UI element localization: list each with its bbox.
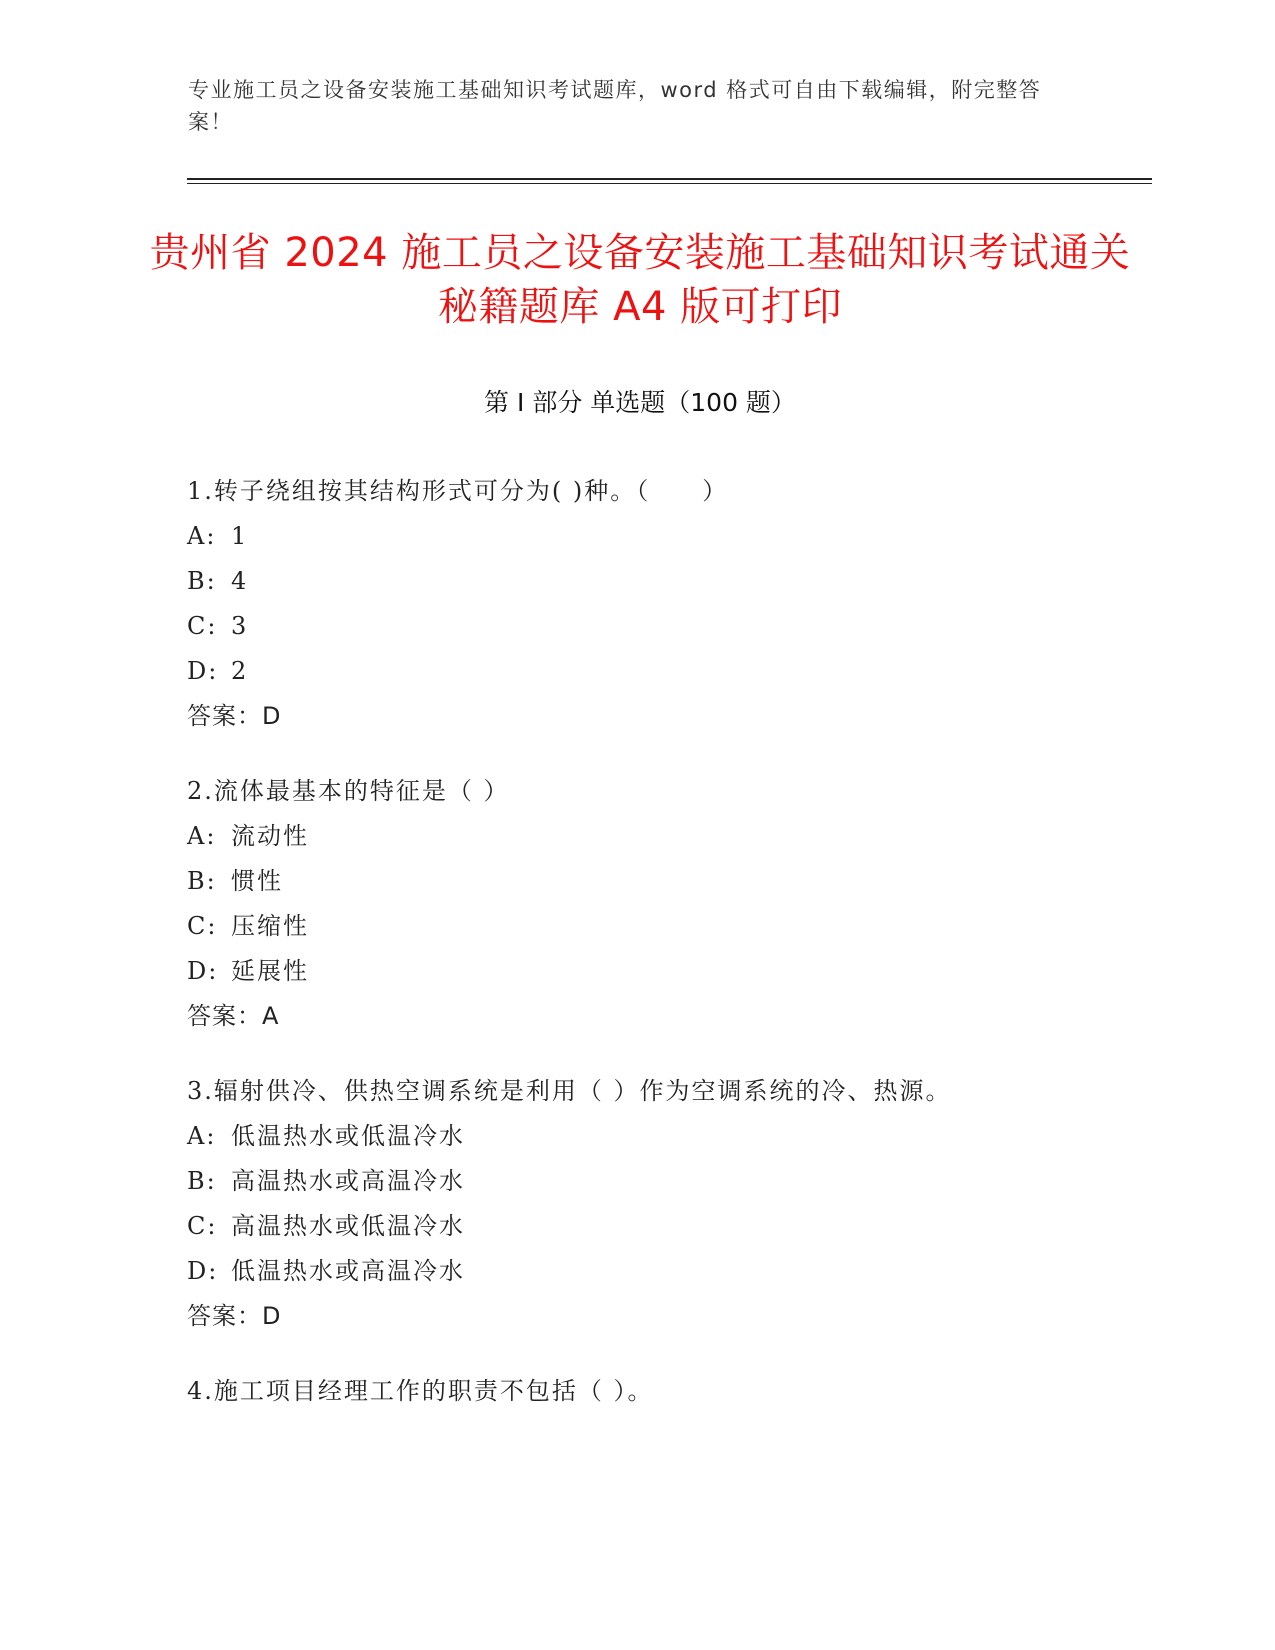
option-d bbox=[187, 1256, 1147, 1286]
option-letter: D: bbox=[187, 957, 219, 985]
answer: 答案：A bbox=[187, 1002, 280, 1030]
option-d bbox=[187, 956, 1147, 986]
option-letter: A: bbox=[187, 522, 217, 550]
option-a bbox=[187, 521, 1147, 551]
option-c bbox=[187, 1211, 1147, 1241]
option-letter: A: bbox=[187, 1122, 217, 1150]
answer: 答案：D bbox=[187, 702, 282, 730]
option-text: 压缩性 bbox=[231, 912, 309, 940]
option-letter: A: bbox=[187, 822, 217, 850]
question-stem: 3.辐射供冷、供热空调系统是利用（ ）作为空调系统的冷、热源。 bbox=[187, 1077, 952, 1105]
option-b bbox=[187, 866, 1147, 896]
option-text: 惯性 bbox=[231, 867, 283, 895]
option-b bbox=[187, 566, 1147, 596]
option-letter: D: bbox=[187, 1257, 219, 1285]
option-letter: C: bbox=[187, 912, 218, 940]
option-letter: C: bbox=[187, 612, 218, 640]
option-letter: B: bbox=[187, 1167, 217, 1195]
question-4 bbox=[187, 1376, 1147, 1406]
answer: 答案：D bbox=[187, 1302, 282, 1330]
option-d bbox=[187, 656, 1147, 686]
question-stem: 2.流体最基本的特征是（ ） bbox=[187, 777, 510, 805]
option-text: 高温热水或低温冷水 bbox=[231, 1212, 465, 1240]
option-b bbox=[187, 1166, 1147, 1196]
option-text: 低温热水或高温冷水 bbox=[231, 1257, 465, 1285]
option-letter: B: bbox=[187, 867, 217, 895]
question-3 bbox=[187, 1076, 1147, 1331]
option-text: 3 bbox=[231, 612, 249, 640]
question-2 bbox=[187, 776, 1147, 1031]
option-text: 流动性 bbox=[231, 822, 309, 850]
question-stem: 1.转子绕组按其结构形式可分为( )种。（ ） bbox=[187, 477, 729, 505]
option-c bbox=[187, 911, 1147, 941]
option-letter: B: bbox=[187, 567, 217, 595]
question-list bbox=[187, 476, 1147, 1451]
question-stem: 4.施工项目经理工作的职责不包括（ ）。 bbox=[187, 1377, 654, 1405]
header-divider-thin bbox=[187, 183, 1152, 184]
section-title: 第 I 部分 单选题（100 题） bbox=[484, 388, 796, 417]
option-text: 高温热水或高温冷水 bbox=[231, 1167, 465, 1195]
header-divider-thick bbox=[187, 178, 1152, 180]
option-text: 低温热水或低温冷水 bbox=[231, 1122, 465, 1150]
document-title: 贵州省 2024 施工员之设备安装施工基础知识考试通关秘籍题库 A4 版可打印 bbox=[149, 230, 1131, 330]
option-a bbox=[187, 1121, 1147, 1151]
question-1 bbox=[187, 476, 1147, 731]
option-text: 4 bbox=[231, 567, 249, 595]
header-note: 专业施工员之设备安装施工基础知识考试题库，word 格式可自由下载编辑，附完整答案！ bbox=[188, 78, 1042, 134]
option-text: 延展性 bbox=[231, 957, 309, 985]
option-text: 1 bbox=[231, 522, 249, 550]
option-a bbox=[187, 821, 1147, 851]
option-text: 2 bbox=[231, 657, 249, 685]
option-letter: D: bbox=[187, 657, 219, 685]
option-c bbox=[187, 611, 1147, 641]
option-letter: C: bbox=[187, 1212, 218, 1240]
